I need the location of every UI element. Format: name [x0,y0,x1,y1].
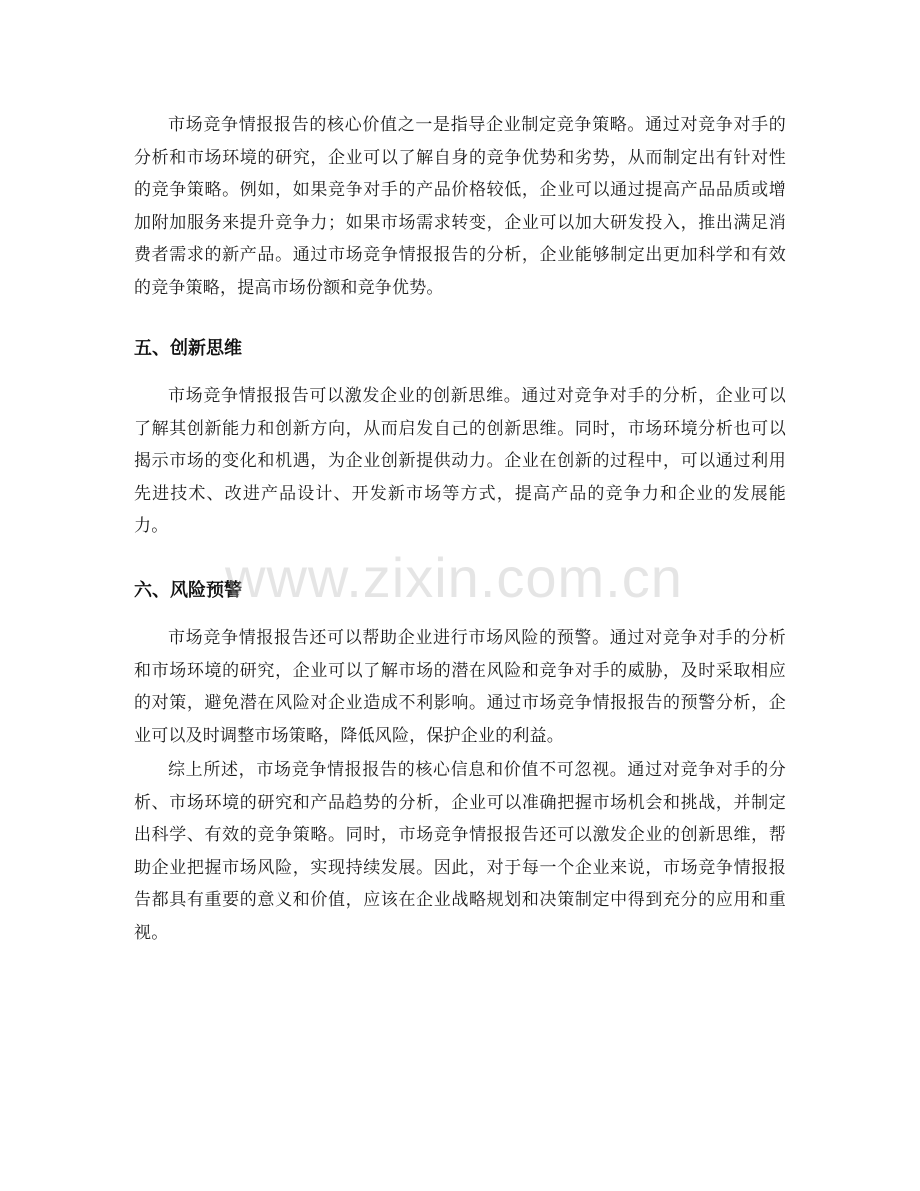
paragraph-competitive-strategy: 市场竞争情报报告的核心价值之一是指导企业制定竞争策略。通过对竞争对手的分析和市场环境的研究，企业可以了解自身的竞争优势和劣势，从而制定出有针对性的竞争策略。例如，如果竞争对手的产品价格较低，企业可以通过提高产品品质或增加附加服务来提升竞争力；如果市场需求转变，企业可以加大研发投入，推出满足消费者需求的新产品。通过市场竞争情报报告的分析，企业能够制定出更加科学和有效的竞争策略，提高市场份额和竞争优势。 [134,115,786,298]
paragraph-risk-warning: 市场竞争情报报告还可以帮助企业进行市场风险的预警。通过对竞争对手的分析和市场环境的研究，企业可以了解市场的潜在风险和竞争对手的威胁，及时采取相应的对策，避免潜在风险对企业造成不利影响。通过市场竞争情报报告的预警分析，企业可以及时调整市场策略，降低风险，保护企业的利益。 [134,628,786,746]
paragraph-conclusion: 综上所述，市场竞争情报报告的核心信息和价值不可忽视。通过对竞争对手的分析、市场环境的研究和产品趋势的分析，企业可以准确把握市场机会和挑战，并制定出科学、有效的竞争策略。同时，市场竞争情报报告还可以激发企业的创新思维，帮助企业把握市场风险，实现持续发展。因此，对于每一个企业来说，市场竞争情报报告都具有重要的意义和价值，应该在企业战略规划和决策制定中得到充分的应用和重视。 [134,760,786,943]
watermark: www.zixin.com.cn [225,546,683,609]
paragraph-innovation: 市场竞争情报报告可以激发企业的创新思维。通过对竞争对手的分析，企业可以了解其创新能力和创新方向，从而启发自己的创新思维。同时，市场环境分析也可以揭示市场的变化和机遇，为企业创新提供动力。企业在创新的过程中，可以通过利用先进技术、改进产品设计、开发新市场等方式，提高产品的竞争力和企业的发展能力。 [134,386,786,537]
section-heading-risk-warning: 六、风险预警 [134,580,242,601]
section-heading-innovation: 五、创新思维 [134,338,242,359]
